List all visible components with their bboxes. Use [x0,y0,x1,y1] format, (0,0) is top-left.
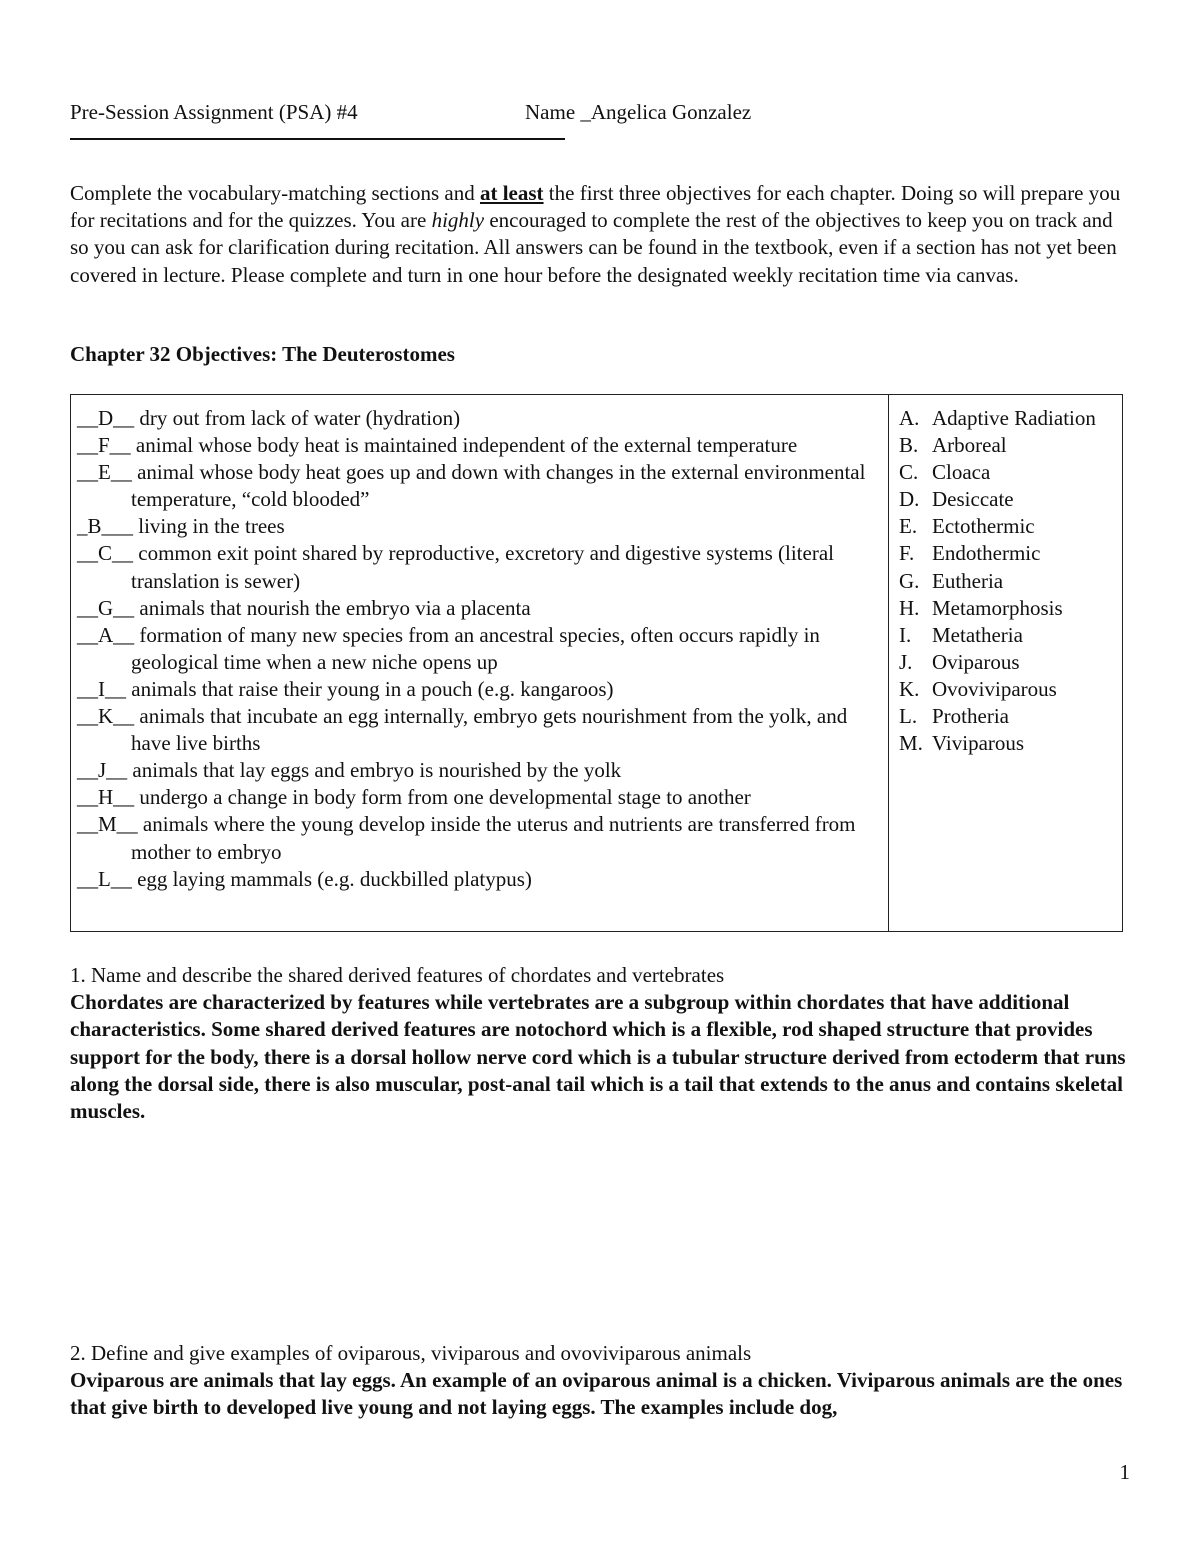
term-text: Endothermic [932,541,1041,566]
term-letter: L. [899,704,918,729]
term-item [899,540,1122,567]
term-letter: K. [899,676,920,701]
assignment-title: Pre-Session Assignment (PSA) #4 [70,100,358,124]
term-text: Eutheria [932,568,1004,593]
term-item [899,595,1122,622]
definition-item: __D__ dry out from lack of water (hydration) [77,406,461,430]
term-item [899,459,1122,486]
question-2-prompt: 2. Define and give examples of oviparous, viviparous and ovoviviparous animals [70,1341,752,1365]
term-letter: M. [899,731,923,756]
term-text: Ectothermic [932,514,1035,539]
term-letter: I. [899,622,912,647]
header [70,100,1125,128]
term-item [899,649,1122,676]
instructions-italic: highly [431,208,485,233]
term-text: Arboreal [932,433,1007,458]
term-text: Ovoviviparous [932,676,1057,701]
question-2 [70,1340,1130,1422]
term-text: Metamorphosis [932,595,1063,620]
term-letter: D. [899,487,920,512]
instructions-emphasis: at least [479,181,544,205]
term-letter: A. [899,406,920,430]
terms-column [889,395,1122,931]
term-letter: F. [899,541,915,566]
definition-item: __C__ common exit point shared by reproductive, excretory and digestive systems (literal translation is sewer) [77,541,834,593]
term-text: Adaptive Radiation [932,406,1096,430]
term-text: Cloaca [932,460,991,485]
vocabulary-matching-table [70,394,1123,932]
definition-item: __A__ formation of many new species from an ancestral species, often occurs rapidly in geological time when a new niche opens up [77,622,820,674]
instructions-text-1: Complete the vocabulary-matching sections and [70,181,480,205]
term-item [899,703,1122,730]
term-item [899,622,1122,649]
term-item [899,486,1122,513]
definition-item: __H__ undergo a change in body form from one developmental stage to another [77,785,751,810]
term-text: Viviparous [932,731,1025,756]
header-rule [70,138,565,140]
question-1-prompt: 1. Name and describe the shared derived features of chordates and vertebrates [70,963,725,987]
definition-item: __L__ egg laying mammals (e.g. duckbilled platypus) [77,866,532,891]
instructions [70,180,1130,289]
term-letter: H. [899,595,920,620]
term-item [899,432,1122,459]
student-name: Name _Angelica Gonzalez [525,100,752,124]
term-item [899,513,1122,540]
definition-item: __F__ animal whose body heat is maintained independent of the external temperature [77,433,798,458]
question-1-answer: Chordates are characterized by features while vertebrates are a subgroup within chordates that have additional characteristics. Some shared derived features are notochord which is a flexible, rod shaped structure that provides support for the body, there is a dorsal hollow nerve cord which is a tubular structure derived from ectoderm that runs along the dorsal side, there is also muscular, post-anal tail which is a tail that extends to the anus and contains skeletal muscles. [70,990,1126,1124]
term-text: Desiccate [932,487,1014,512]
term-letter: J. [899,649,913,674]
question-2-answer: Oviparous are animals that lay eggs. An example of an oviparous animal is a chicken. Viviparous animals are the ones that give birth to developed live young and not laying eggs. The examples include dog, [70,1368,1123,1420]
term-letter: C. [899,460,919,485]
term-item [899,568,1122,595]
definitions-column [71,395,889,931]
term-letter: E. [899,514,918,539]
term-text: Oviparous [932,649,1020,674]
term-item [899,730,1122,757]
definition-item: __G__ animals that nourish the embryo via a placenta [77,595,531,620]
definition-item: __E__ animal whose body heat goes up and down with changes in the external environmental temperature, “cold blooded” [77,460,866,512]
term-letter: G. [899,568,920,593]
chapter-title: Chapter 32 Objectives: The Deuterostomes [70,342,455,366]
definition-item: _B___ living in the trees [77,514,285,539]
term-text: Protheria [932,704,1009,729]
term-item [899,405,1122,432]
definition-item: __J__ animals that lay eggs and embryo is nourished by the yolk [77,758,622,783]
definition-item: __M__ animals where the young develop inside the uterus and nutrients are transferred from mother to embryo [77,812,856,864]
term-text: Metatheria [932,622,1023,647]
question-1 [70,962,1130,1125]
definition-item: __I__ animals that raise their young in a pouch (e.g. kangaroos) [77,676,614,701]
term-letter: B. [899,433,919,458]
page-number: 1 [1119,1460,1130,1484]
instructions-text-3: encouraged to complete the rest of the objectives to keep you on track and so you can ask for clarification during recitation. All answers can be found in the textbook, even if a section has not yet been covered in lecture. Please complete and turn in one hour before the designated weekly recitation time via canvas. [70,208,1117,287]
definition-item: __K__ animals that incubate an egg internally, embryo gets nourishment from the yolk, and have live births [77,704,848,756]
instructions-text-2: the first three objectives for each chapter. Doing so will prepare you for recitations and for the quizzes. You are [70,181,1121,233]
term-item [899,676,1122,703]
